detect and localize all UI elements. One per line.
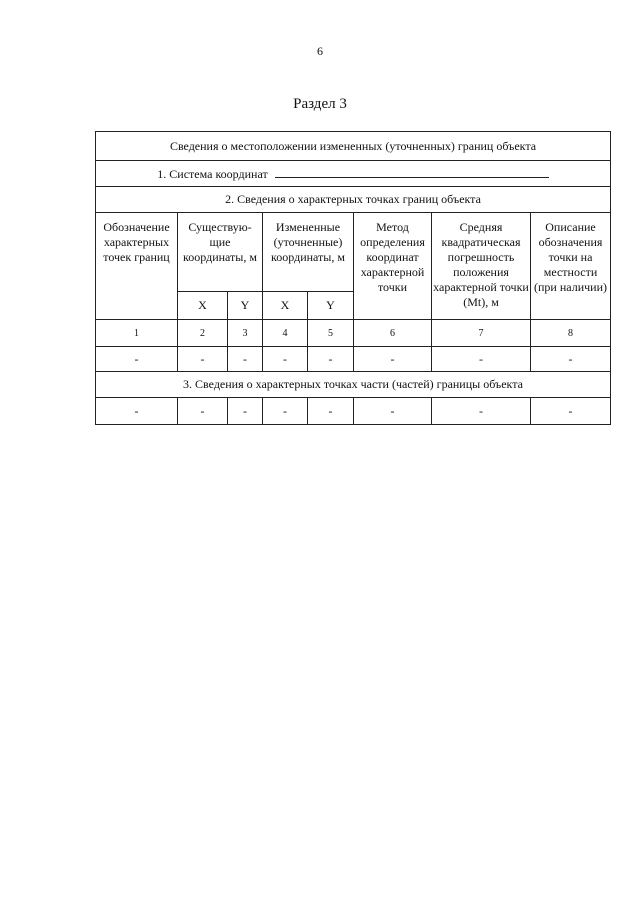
subheader-changed-y: Y [308,292,354,320]
coord-system-row [96,161,611,187]
page-number: 6 [317,44,323,58]
column-number: 5 [308,320,354,347]
subheader-existing-x: X [178,292,228,320]
column-number: 1 [96,320,178,347]
points-data-row [96,347,611,372]
coord-system-blank-line [275,165,549,178]
column-number: 4 [263,320,308,347]
table-cell: - [263,398,308,425]
boundary-table [95,131,611,425]
column-number: 3 [228,320,263,347]
table-cell: - [354,398,432,425]
table-cell: - [432,347,531,372]
subheader-changed-x: X [263,292,308,320]
header-mean-error: Средняя квадратическая погрешность положения характерной точки (Mt), м [432,213,531,320]
header-description: Описание обозначения точки на местности (при наличии) [531,213,611,320]
parts-data-row [96,398,611,425]
table-cell: - [531,398,611,425]
section-title: Раздел 3 [293,96,347,112]
table-cell: - [263,347,308,372]
header-method: Метод определения координат характерной точки [354,213,432,320]
table-cell: - [178,398,228,425]
table-cell: - [178,347,228,372]
header-changed-coords: Измененные (уточненные) координаты, м [263,213,354,292]
table-title: Сведения о местоположении измененных (уточненных) границ объекта [96,132,611,161]
subheader-existing-y: Y [228,292,263,320]
table-cell: - [432,398,531,425]
coord-system-label: 1. Система координат [157,167,268,181]
table-cell: - [228,347,263,372]
table-cell: - [96,398,178,425]
column-number: 7 [432,320,531,347]
points-section-label: 2. Сведения о характерных точках границ объекта [96,187,611,213]
header-existing-coords: Существую-щие координаты, м [178,213,263,292]
header-designation: Обозначение характерных точек границ [96,213,178,320]
table-cell: - [228,398,263,425]
parts-section-label: 3. Сведения о характерных точках части (частей) границы объекта [96,372,611,398]
column-number: 2 [178,320,228,347]
table-cell: - [354,347,432,372]
table-cell: - [308,347,354,372]
table-cell: - [96,347,178,372]
column-number: 6 [354,320,432,347]
table-cell: - [308,398,354,425]
table-cell: - [531,347,611,372]
column-numbers-row [96,320,611,347]
column-number: 8 [531,320,611,347]
